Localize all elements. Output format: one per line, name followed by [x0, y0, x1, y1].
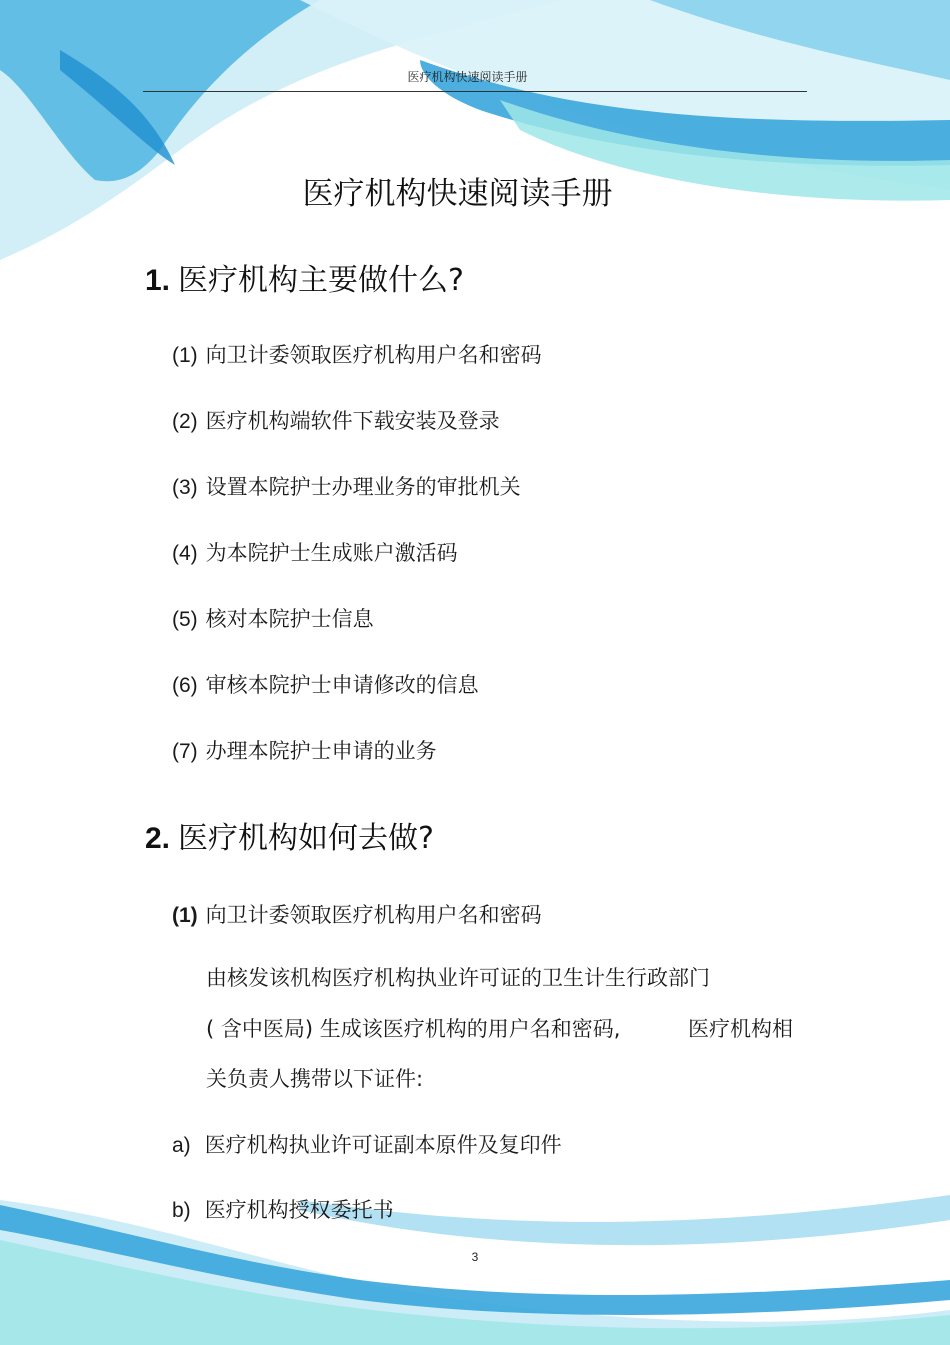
list-item	[172, 339, 542, 369]
subsection-heading	[172, 899, 542, 929]
list-item	[172, 471, 521, 501]
section-number: 2.	[145, 822, 171, 855]
item-marker: (2)	[172, 410, 198, 433]
item-marker: (1)	[172, 904, 198, 927]
paragraph-line: ( 含中医局) 生成该医疗机构的用户名和密码,	[206, 1017, 621, 1041]
page-number: 3	[471, 1250, 479, 1264]
section-heading-text: 医疗机构如何去做?	[178, 821, 434, 856]
section-number: 1.	[145, 264, 171, 297]
item-text: 办理本院护士申请的业务	[205, 739, 437, 763]
list-item	[172, 1129, 562, 1159]
list-item	[172, 669, 479, 699]
item-marker: (1)	[172, 344, 198, 367]
header-divider	[143, 91, 807, 92]
item-text: 向卫计委领取医疗机构用户名和密码	[205, 903, 542, 927]
item-text: 医疗机构授权委托书	[204, 1198, 394, 1222]
item-text: 核对本院护士信息	[205, 607, 374, 631]
item-text: 向卫计委领取医疗机构用户名和密码	[205, 343, 542, 367]
item-text: 医疗机构执业许可证副本原件及复印件	[204, 1133, 562, 1157]
list-item	[172, 537, 458, 567]
list-item	[172, 1194, 394, 1224]
section-2-heading	[145, 813, 434, 857]
list-item	[172, 735, 437, 765]
section-heading-text: 医疗机构主要做什么?	[178, 263, 464, 298]
item-marker: a)	[172, 1134, 191, 1157]
item-text: 设置本院护士办理业务的审批机关	[205, 475, 521, 499]
item-marker: (5)	[172, 608, 198, 631]
section-1-heading	[145, 255, 464, 299]
list-item	[172, 603, 374, 633]
item-marker: (7)	[172, 740, 198, 763]
item-marker: (4)	[172, 542, 198, 565]
item-marker: (6)	[172, 674, 198, 697]
paragraph-line: 关负责人携带以下证件:	[206, 1067, 424, 1091]
item-text: 审核本院护士申请修改的信息	[205, 673, 479, 697]
item-text: 为本院护士生成账户激活码	[205, 541, 458, 565]
running-header: 医疗机构快速阅读手册	[407, 70, 528, 84]
document-title: 医疗机构快速阅读手册	[302, 176, 613, 212]
item-text: 医疗机构端软件下载安装及登录	[205, 409, 500, 433]
paragraph-line: 由核发该机构医疗机构执业许可证的卫生计生行政部门	[206, 966, 710, 990]
item-marker: b)	[172, 1199, 191, 1222]
item-marker: (3)	[172, 476, 198, 499]
paragraph-line: 医疗机构相	[688, 1017, 793, 1041]
list-item	[172, 405, 500, 435]
